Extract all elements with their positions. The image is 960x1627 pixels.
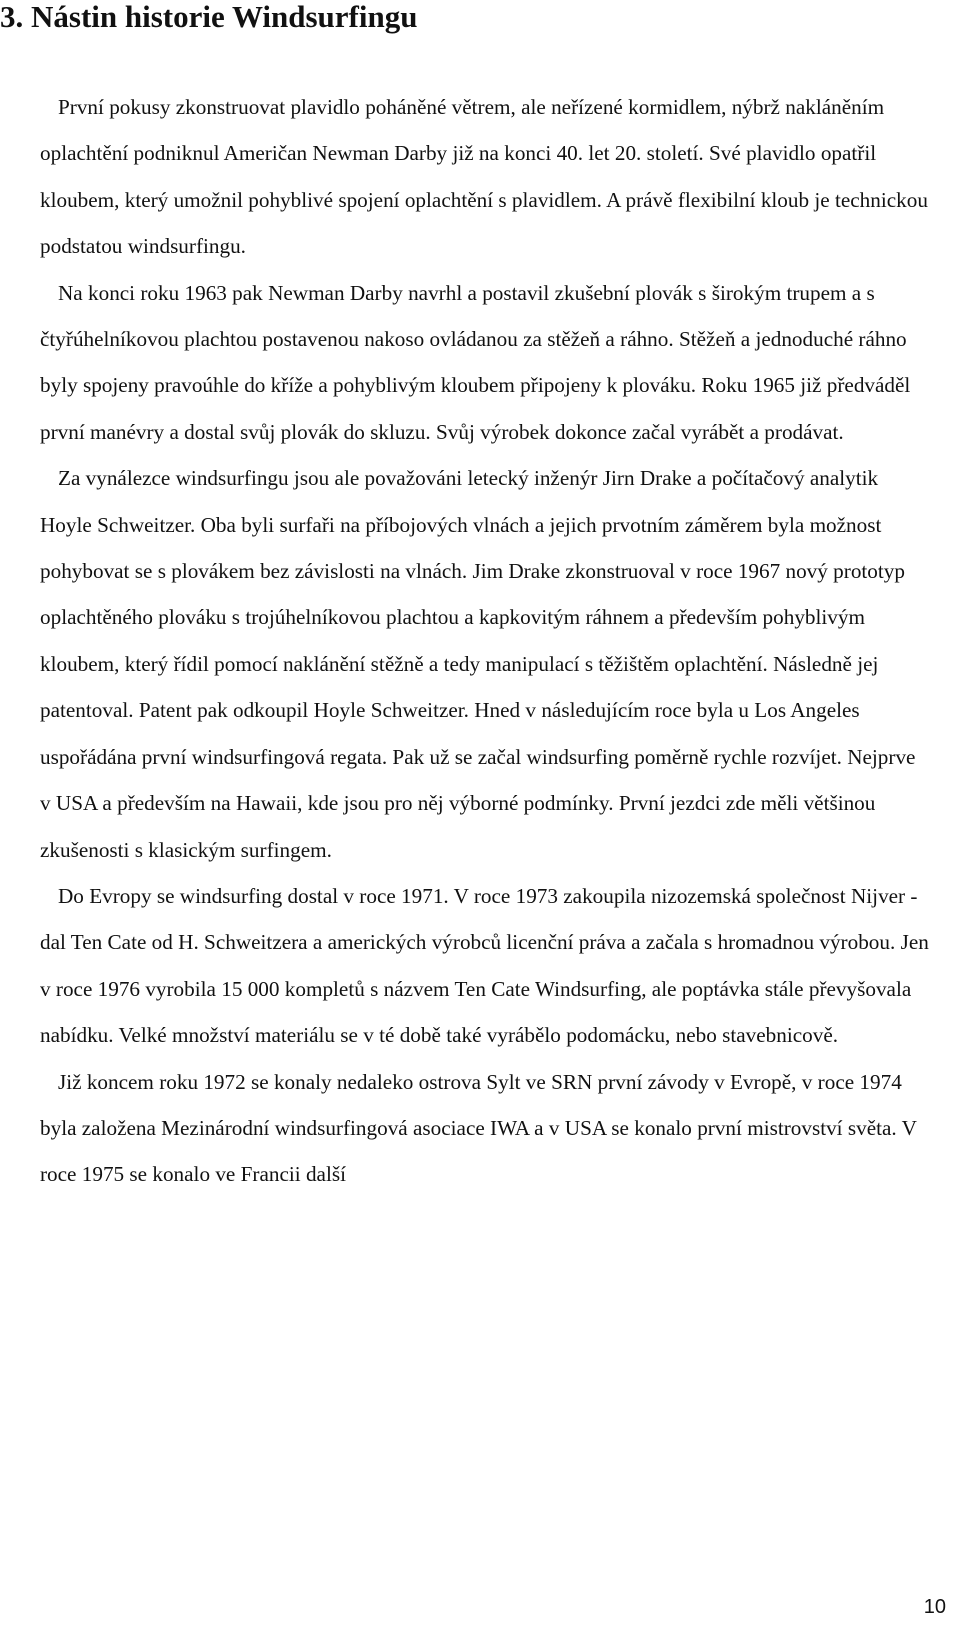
paragraph-europe: Do Evropy se windsurfing dostal v roce 1971. V roce 1973 zakoupila nizozemská společnost Nijver -dal Ten Cate od H. Schweitzera a amerických výrobců licenční práva a začala s hromadnou výrobou. Jen v roce 1976 vyrobila 15 000 kompletů s názvem Ten Cate Windsurfing, ale poptávka stále převyšovala nabídku. Velké množství materiálu se v té době také vyrábělo podomácku, nebo stavebnicově. [40,883,929,1048]
chapter-body [40,84,930,1198]
paragraph-darby-origins: První pokusy zkonstruovat plavidlo poháněné větrem, ale neřízené kormidlem, nýbrž nakláněním oplachtění podniknul Američan Newman Darby již na konci 40. let 20. století. Své plavidlo opatřil kloubem, který umožnil pohyblivé spojení oplachtění s plavidlem. A právě flexibilní kloub je technickou podstatou windsurfingu. [40,95,928,259]
paragraph-darby-1963: Na konci roku 1963 pak Newman Darby navrhl a postavil zkušební plovák s širokým trupem a s čtyřúhelníkovou plachtou postavenou nakoso ovládanou za stěžeň a ráhno. Stěžeň a jednoduché ráhno byly spojeny pravoúhle do kříže a pohyblivým kloubem připojeny k plováku. Roku 1965 již předváděl první manévry a dostal svůj plovák do skluzu. Svůj výrobek dokonce začal vyrábět a prodávat. [40,280,911,444]
paragraph-drake-schweitzer: Za vynálezce windsurfingu jsou ale považováni letecký inženýr Jirn Drake a počítačový analytik Hoyle Schweitzer. Oba byli surfaři na příbojových vlnách a jejich prvotním záměrem byla možnost pohybovat se s plovákem bez závislosti na vlnách. Jim Drake zkonstruoval v roce 1967 nový prototyp oplachtěného plováku s trojúhelníkovou plachtou a kapkovitým ráhnem a především pohyblivým kloubem, který řídil pomocí naklánění stěžně a tedy manipulací s těžištěm oplachtění. Následně jej patentoval. Patent pak odkoupil Hoyle Schweitzer. Hned v následujícím roce byla u Los Angeles uspořádána první windsurfingová regata. Pak už se začal windsurfing poměrně rychle rozvíjet. Nejprve v USA a především na Hawaii, kde jsou pro něj výborné podmínky. První jezdci zde měli většinou zkušenosti s klasickým surfingem. [40,466,916,862]
page-number: 10 [923,1596,946,1618]
paragraph-first-races: Již koncem roku 1972 se konaly nedaleko ostrova Sylt ve SRN první závody v Evropě, v roce 1974 byla založena Mezinárodní windsurfingová asociace IWA a v USA se konalo první mistrovství světa. V roce 1975 se konalo ve Francii další [40,1069,917,1187]
chapter-heading: 3. Nástin historie Windsurfingu [0,0,418,34]
